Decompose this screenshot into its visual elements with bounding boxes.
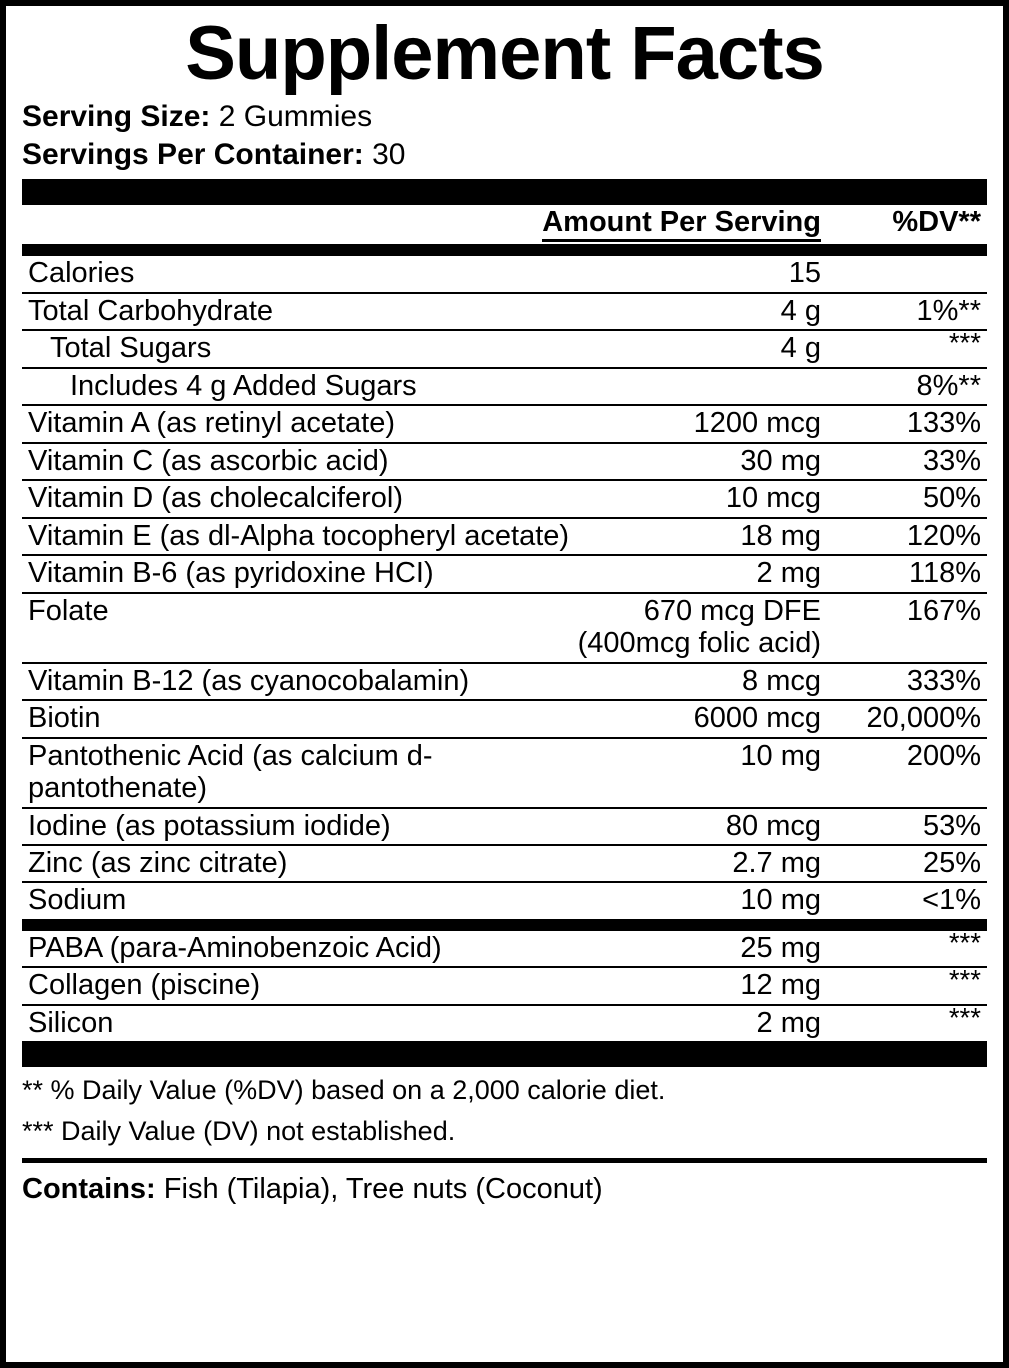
header-daily-value: %DV**: [892, 206, 981, 238]
table-row: [22, 256, 987, 292]
table-row: [22, 700, 987, 737]
divider-under-header: [22, 244, 987, 256]
nutrition-table: [22, 205, 987, 244]
row-daily-value: ***: [948, 1001, 981, 1033]
row-amount: 10 mg: [740, 884, 821, 917]
row-amount: 10 mcg: [578, 480, 831, 517]
row-nutrient-name: Vitamin B-6 (as pyridoxine HCI): [22, 555, 578, 592]
row-daily-value: 20,000%: [831, 700, 987, 737]
table-row: [22, 518, 987, 555]
row-daily-value: ***: [831, 330, 987, 367]
row-amount: 4 g: [578, 330, 831, 367]
header-name: [22, 205, 38, 244]
serving-size-value: 2 Gummies: [218, 100, 373, 133]
row-daily-value: [831, 256, 987, 292]
row-amount: 1200 mcg: [578, 405, 831, 442]
row-nutrient-name: Vitamin C (as ascorbic acid): [22, 443, 578, 480]
row-amount: 670 mcg DFE (400mcg folic acid): [578, 593, 831, 663]
contains-label: Contains:: [22, 1172, 156, 1205]
row-daily-value: <1%: [922, 884, 981, 917]
row-daily-value: 50%: [831, 480, 987, 517]
row-amount: 6000 mcg: [578, 700, 831, 737]
row-amount: 30 mg: [578, 443, 831, 480]
row-daily-value: 133%: [831, 405, 987, 442]
table-row: [22, 330, 987, 367]
page-title: Supplement Facts: [185, 11, 824, 96]
row-nutrient-name: PABA (para-Aminobenzoic Acid): [22, 931, 687, 967]
divider-thick-bottom: [22, 1041, 987, 1067]
table-row: [22, 738, 987, 808]
row-nutrient-name: Vitamin E (as dl-Alpha tocopheryl acetate): [22, 518, 578, 555]
row-nutrient-name: Pantothenic Acid (as calcium d-pantothenate): [22, 738, 578, 808]
row-daily-value: ***: [831, 931, 987, 967]
row-amount: 8 mcg: [578, 663, 831, 700]
row-daily-value: 120%: [831, 518, 987, 555]
table-row: [22, 808, 987, 845]
nutrition-rows-primary: [22, 256, 987, 918]
serving-size-label: Serving Size:: [22, 100, 211, 133]
table-row: [22, 967, 987, 1004]
row-daily-value: 1%**: [831, 293, 987, 330]
divider-thick-top: [22, 179, 987, 205]
row-amount: 18 mg: [578, 518, 831, 555]
row-nutrient-name: Collagen (piscine): [22, 967, 687, 1004]
row-nutrient-name: Vitamin D (as cholecalciferol): [22, 480, 578, 517]
row-nutrient-name: Calories: [22, 256, 578, 292]
table-row: [22, 480, 987, 517]
table-row: [22, 443, 987, 480]
row-nutrient-name: Vitamin B-12 (as cyanocobalamin): [22, 663, 578, 700]
row-amount: 15: [578, 256, 831, 292]
nutrition-rows-secondary: [22, 926, 987, 1041]
row-amount: 80 mcg: [578, 808, 831, 845]
row-nutrient-name: Iodine (as potassium iodide): [22, 808, 578, 845]
table-row: [22, 882, 987, 918]
servings-per-container-line: [22, 136, 987, 174]
row-daily-value: 200%: [831, 738, 987, 808]
row-amount: 25 mg: [687, 931, 831, 967]
footnote-dv: ** % Daily Value (%DV) based on a 2,000 calorie diet.: [22, 1075, 666, 1106]
footnote-not-established: *** Daily Value (DV) not established.: [22, 1116, 456, 1147]
divider-between-sections: [22, 919, 987, 931]
table-row: [22, 293, 987, 330]
row-daily-value: 33%: [831, 443, 987, 480]
header-amount-per-serving: Amount Per Serving: [38, 205, 831, 244]
row-nutrient-name: Vitamin A (as retinyl acetate): [22, 405, 578, 442]
row-nutrient-name: Folate: [22, 593, 578, 663]
row-amount: 10 mg: [578, 738, 831, 808]
row-nutrient-name: Total Sugars: [22, 330, 578, 367]
table-row: [22, 405, 987, 442]
row-nutrient-name: Silicon: [28, 1006, 114, 1039]
table-row: [22, 845, 987, 882]
servings-per-container-label: Servings Per Container:: [22, 137, 364, 171]
table-row: [22, 663, 987, 700]
row-amount: 4 g: [578, 293, 831, 330]
row-daily-value: 8%**: [831, 368, 987, 405]
row-daily-value: ***: [831, 967, 987, 1004]
table-header-row: [22, 205, 987, 244]
row-nutrient-name: Biotin: [22, 700, 578, 737]
row-daily-value: 53%: [831, 808, 987, 845]
table-row: [22, 555, 987, 592]
row-nutrient-name: Zinc (as zinc citrate): [22, 845, 578, 882]
row-daily-value: 167%: [831, 593, 987, 663]
row-nutrient-name: Total Carbohydrate: [22, 293, 578, 330]
servings-per-container-value: 30: [372, 137, 406, 171]
row-amount: 2 mg: [756, 1006, 821, 1039]
row-amount: [578, 368, 831, 405]
row-daily-value: 25%: [831, 845, 987, 882]
contains-value: Fish (Tilapia), Tree nuts (Coconut): [163, 1172, 603, 1205]
contains-line: [22, 1158, 987, 1206]
row-amount: 2.7 mg: [578, 845, 831, 882]
row-amount: 2 mg: [578, 555, 831, 592]
table-row: [22, 593, 987, 663]
table-row: [22, 1005, 987, 1041]
row-nutrient-name: Includes 4 g Added Sugars: [22, 368, 578, 405]
serving-size-line: [22, 98, 987, 136]
row-amount: 12 mg: [687, 967, 831, 1004]
table-row: [22, 368, 987, 405]
row-nutrient-name: Sodium: [28, 884, 127, 917]
row-daily-value: 333%: [831, 663, 987, 700]
row-daily-value: 118%: [831, 555, 987, 592]
table-row: [22, 931, 987, 967]
